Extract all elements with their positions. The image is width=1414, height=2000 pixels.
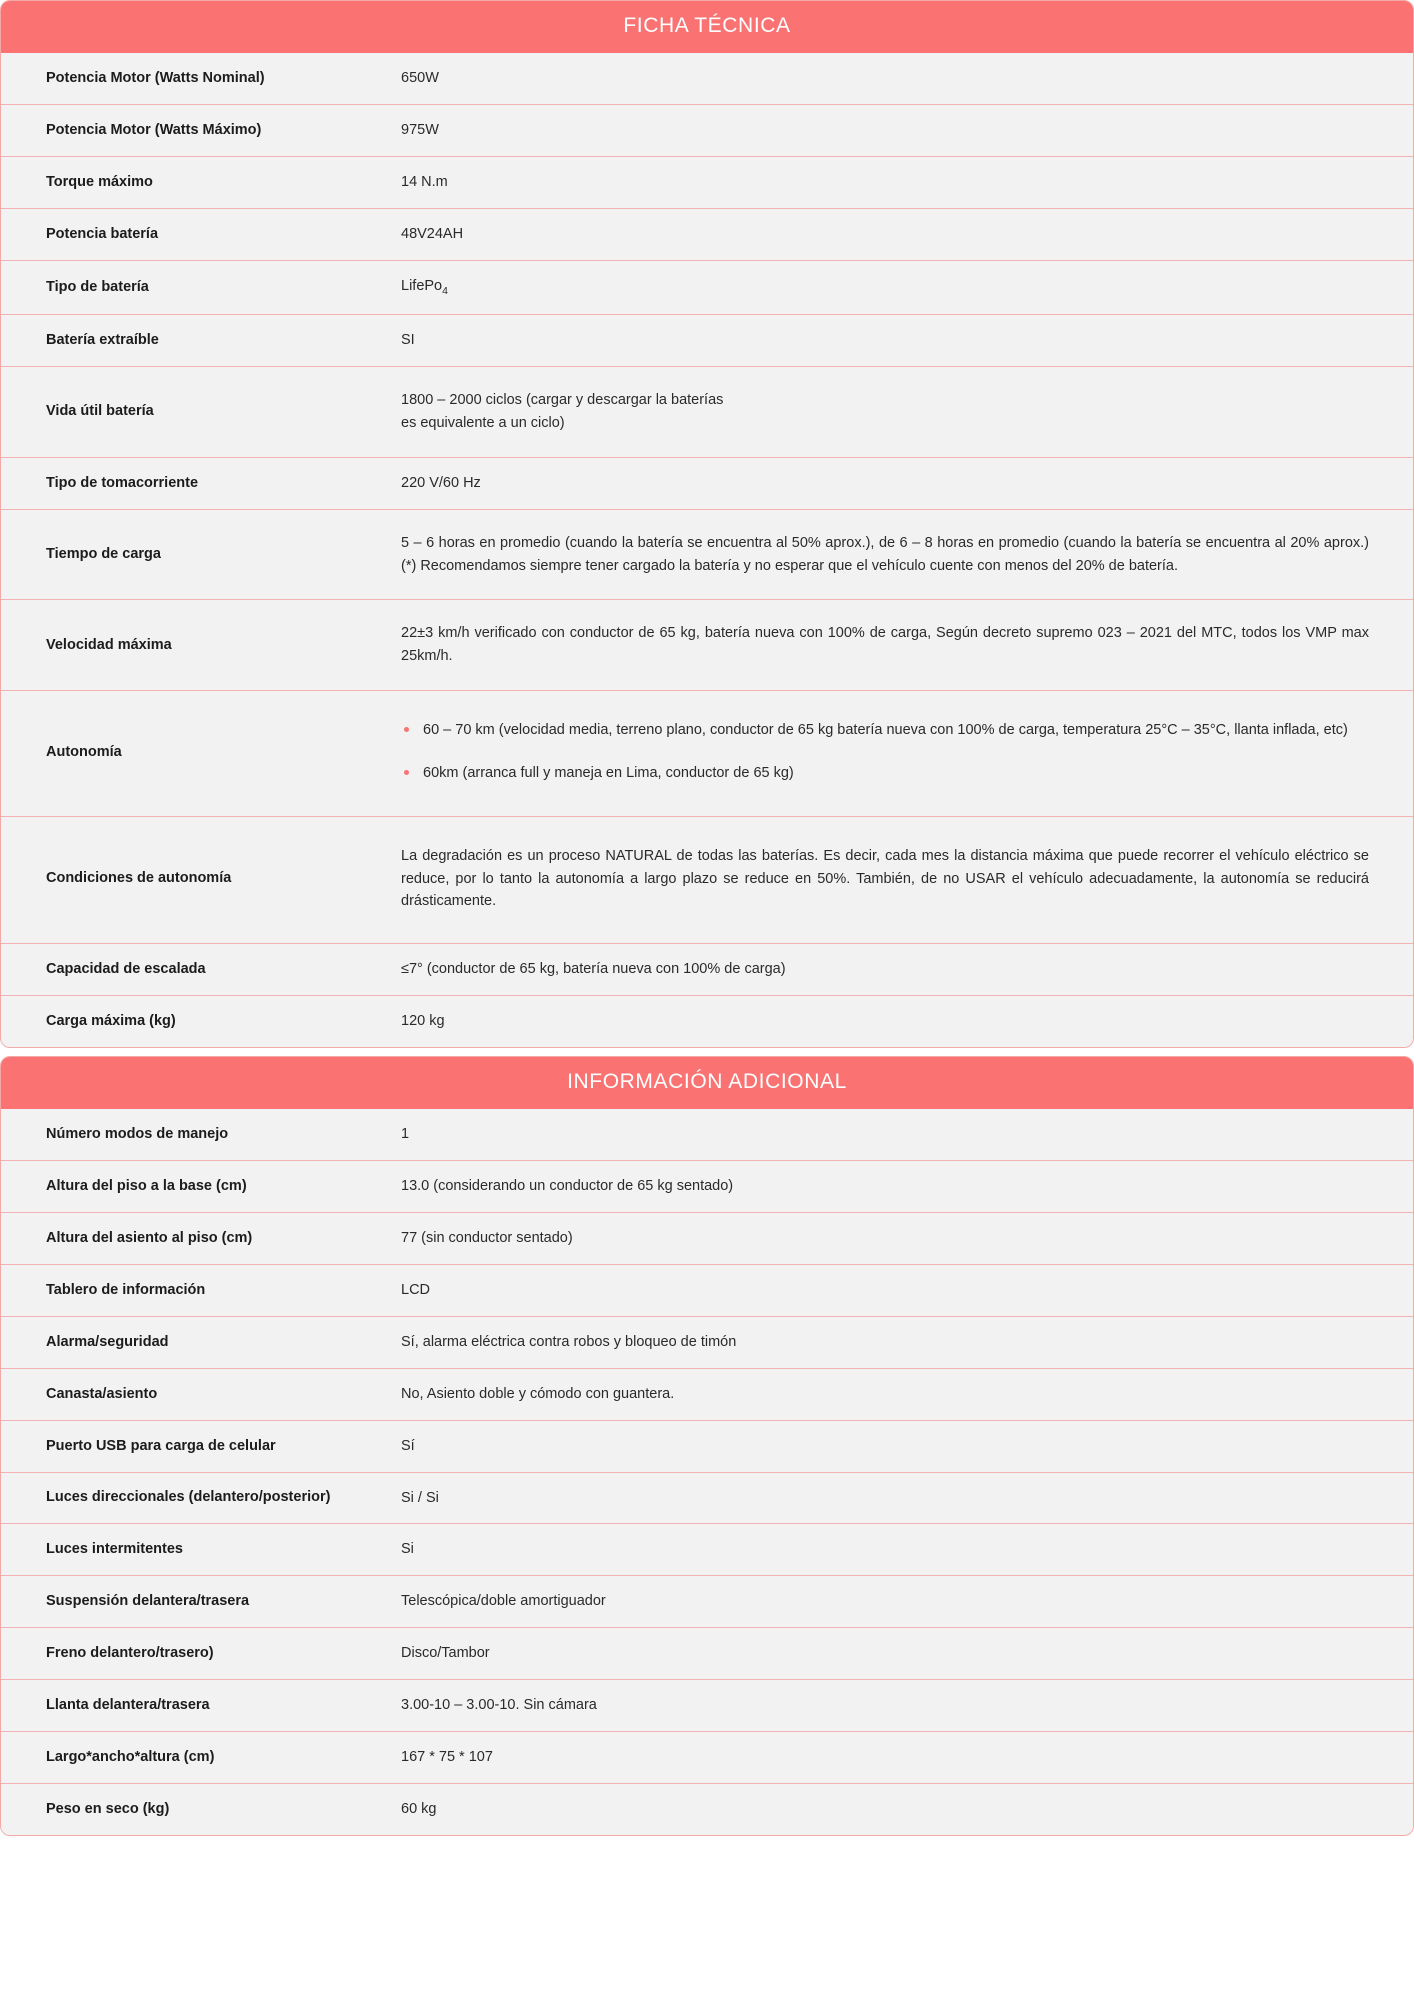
row-label: Tiempo de carga (46, 546, 161, 563)
value-line: 1800 – 2000 ciclos (cargar y descargar la baterías (401, 391, 724, 408)
row-value: 1 (401, 1126, 410, 1143)
table-row (1, 1576, 1413, 1628)
row-value: 77 (sin conductor sentado) (401, 1229, 573, 1246)
table-row (1, 816, 1413, 944)
battery-type-subscript: 4 (442, 285, 448, 297)
row-value: LCD (401, 1281, 431, 1298)
ficha-tecnica-table (1, 53, 1413, 1047)
ficha-tecnica-header: FICHA TÉCNICA (1, 1, 1413, 53)
row-label: Altura del asiento al piso (cm) (46, 1229, 253, 1246)
row-label: Vida útil batería (46, 403, 154, 420)
table-row (1, 1161, 1413, 1213)
row-value: 975W (401, 121, 439, 138)
autonomy-bullet-list (401, 719, 1369, 785)
row-label: Tipo de tomacorriente (46, 474, 199, 491)
row-value: 167 * 75 * 107 (401, 1749, 493, 1766)
table-row (1, 996, 1413, 1047)
row-value: 48V24AH (401, 225, 464, 242)
row-value: 14 N.m (401, 173, 448, 190)
table-row (1, 208, 1413, 260)
row-label: Número modos de manejo (46, 1126, 229, 1143)
table-row (1, 156, 1413, 208)
row-value: La degradación es un proceso NATURAL de todas las baterías. Es decir, cada mes la distancia máxima que puede recorrer el vehículo eléctrico se reduce, por lo tanto la autonomía a largo plazo se reduce en 50%. También, de no USAR el vehículo adecuadamente, la autonomía se reducirá drásticamente. (401, 847, 1369, 910)
table-row (1, 944, 1413, 996)
row-label: Batería extraíble (46, 331, 159, 348)
table-row (1, 366, 1413, 457)
informacion-adicional-table (1, 1109, 1413, 1835)
row-label: Potencia Motor (Watts Nominal) (46, 69, 265, 86)
table-row (1, 1472, 1413, 1524)
row-value: 22±3 km/h verificado con conductor de 65 kg, batería nueva con 100% de carga, Según decreto supremo 023 – 2021 del MTC, todos los VMP max 25km/h. (401, 625, 1369, 665)
row-value: 5 – 6 horas en promedio (cuando la batería se encuentra al 50% aprox.), de 6 – 8 horas en promedio (cuando la batería se encuentra al 20% aprox.) (*) Recomendamos siempre tener cargado la batería y no esperar que el vehículo cuente con menos del 20% de batería. (401, 534, 1369, 574)
table-row (1, 1628, 1413, 1680)
row-value: Sí, alarma eléctrica contra robos y bloqueo de timón (401, 1333, 737, 1350)
table-row (1, 53, 1413, 104)
row-label: Potencia batería (46, 225, 159, 242)
row-label: Canasta/asiento (46, 1385, 158, 1402)
row-value: 220 V/60 Hz (401, 474, 481, 491)
row-value: Disco/Tambor (401, 1645, 490, 1662)
row-value: 3.00-10 – 3.00-10. Sin cámara (401, 1697, 597, 1714)
row-value: Sí (401, 1437, 415, 1454)
row-label: Freno delantero/trasero) (46, 1645, 214, 1662)
row-label: Torque máximo (46, 173, 153, 190)
row-value: 60 kg (401, 1800, 437, 1817)
row-label: Tipo de batería (46, 278, 149, 295)
row-value: Si / Si (401, 1489, 439, 1506)
row-label: Altura del piso a la base (cm) (46, 1178, 247, 1194)
list-item: 60km (arranca full y maneja en Lima, conductor de 65 kg) (401, 762, 1369, 785)
row-value-battery-type (401, 260, 1413, 314)
table-row (1, 691, 1413, 816)
table-row (1, 1368, 1413, 1420)
row-label: Alarma/seguridad (46, 1333, 169, 1350)
row-label: Luces direccionales (delantero/posterior) (46, 1489, 331, 1506)
table-row (1, 1316, 1413, 1368)
row-value: No, Asiento doble y cómodo con guantera. (401, 1385, 675, 1402)
row-label: Suspensión delantera/trasera (46, 1593, 250, 1610)
row-label: Autonomía (46, 743, 122, 760)
row-label: Velocidad máxima (46, 636, 172, 653)
table-row (1, 1732, 1413, 1784)
row-value-multiline (401, 366, 1413, 457)
row-label: Tablero de información (46, 1281, 206, 1298)
table-row (1, 1264, 1413, 1316)
row-label: Potencia Motor (Watts Máximo) (46, 121, 262, 138)
row-value: 120 kg (401, 1013, 445, 1030)
row-label: Puerto USB para carga de celular (46, 1437, 276, 1454)
table-row (1, 1524, 1413, 1576)
row-value: ≤7° (conductor de 65 kg, batería nueva con 100% de carga) (401, 961, 786, 978)
row-value-bullets (401, 691, 1413, 816)
table-row (1, 457, 1413, 509)
battery-type-text: LifePo (401, 277, 443, 294)
table-row (1, 1109, 1413, 1160)
value-line: es equivalente a un ciclo) (401, 414, 565, 431)
row-value: 13.0 (considerando un conductor de 65 kg sentado) (401, 1178, 734, 1195)
table-row (1, 1420, 1413, 1472)
table-row (1, 600, 1413, 691)
table-row (1, 104, 1413, 156)
row-label: Condiciones de autonomía (46, 870, 232, 887)
row-label: Llanta delantera/trasera (46, 1697, 210, 1714)
table-row (1, 1212, 1413, 1264)
row-value: SI (401, 332, 415, 348)
table-row (1, 1783, 1413, 1834)
row-label: Largo*ancho*altura (cm) (46, 1748, 215, 1765)
row-value: 650W (401, 70, 439, 86)
row-label: Peso en seco (kg) (46, 1800, 170, 1817)
informacion-adicional-card (0, 1056, 1414, 1836)
table-row (1, 1680, 1413, 1732)
row-label: Capacidad de escalada (46, 961, 206, 978)
row-label: Luces intermitentes (46, 1541, 183, 1558)
informacion-adicional-header: INFORMACIÓN ADICIONAL (1, 1057, 1413, 1109)
row-value: Si (401, 1541, 414, 1558)
table-row (1, 509, 1413, 600)
table-row (1, 315, 1413, 367)
table-row (1, 260, 1413, 314)
row-label: Carga máxima (kg) (46, 1013, 176, 1030)
row-value: Telescópica/doble amortiguador (401, 1593, 606, 1610)
list-item: 60 – 70 km (velocidad media, terreno plano, conductor de 65 kg batería nueva con 100% de carga, temperatura 25°C – 35°C, llanta inflada, etc) (401, 719, 1369, 742)
